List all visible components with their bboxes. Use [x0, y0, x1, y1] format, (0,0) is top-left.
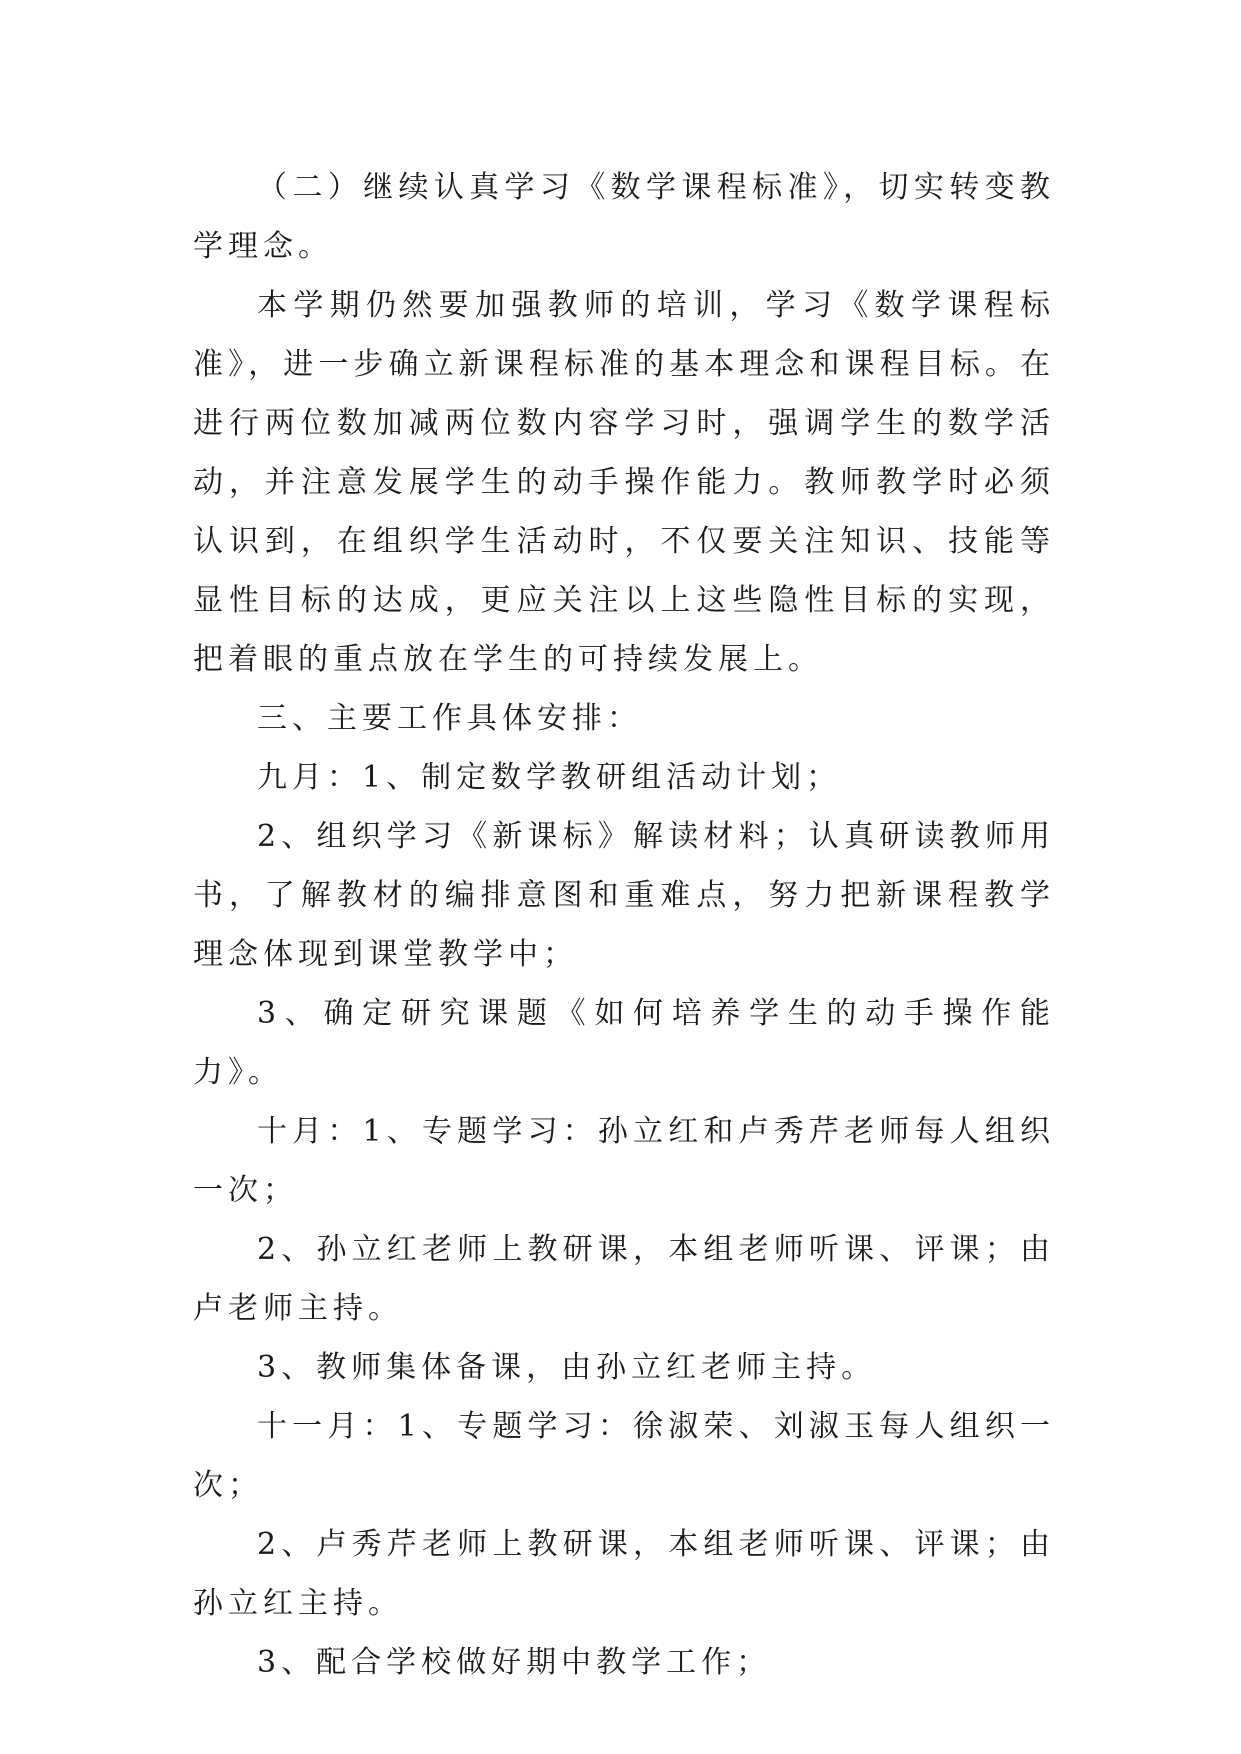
schedule-item-november-2: 2、卢秀芹老师上教研课，本组老师听课、评课；由孙立红主持。: [193, 1527, 1055, 1621]
schedule-item-october-3: 3、教师集体备课，由孙立红老师主持。: [257, 1350, 877, 1385]
schedule-item-october-2: 2、孙立红老师上教研课，本组老师听课、评课；由卢老师主持。: [193, 1232, 1055, 1326]
body-paragraph: 本学期仍然要加强教师的培训，学习《数学课程标准》，进一步确立新课程标准的基本理念和课程目标。在进行两位数加减两位数内容学习时，强调学生的数学活动，并注意发展学生的动手操作能力。教师教学时必须认识到，在组织学生活动时，不仅要关注知识、技能等显性目标的达成，更应关注以上这些隐性目标的实现，把着眼的重点放在学生的可持续发展上。: [193, 288, 1055, 677]
schedule-item-october-1: 十月：1、专题学习：孙立红和卢秀芹老师每人组织一次；: [193, 1114, 1055, 1208]
document-body: [193, 158, 1055, 1692]
schedule-item-september-3: 3、确定研究课题《如何培养学生的动手操作能力》。: [193, 996, 1055, 1090]
section-heading-3: 三、主要工作具体安排：: [257, 701, 642, 736]
schedule-item-september-1: 九月：1、制定数学教研组活动计划；: [257, 760, 842, 795]
schedule-item-november-1: 十一月：1、专题学习：徐淑荣、刘淑玉每人组织一次；: [193, 1409, 1055, 1503]
schedule-item-september-2: 2、组织学习《新课标》解读材料；认真研读教师用书，了解教材的编排意图和重难点，努力把新课程教学理念体现到课堂教学中；: [193, 819, 1055, 972]
schedule-item-november-3: 3、配合学校做好期中教学工作；: [257, 1645, 772, 1680]
section-heading-2: （二）继续认真学习《数学课程标准》，切实转变教学理念。: [193, 170, 1055, 264]
